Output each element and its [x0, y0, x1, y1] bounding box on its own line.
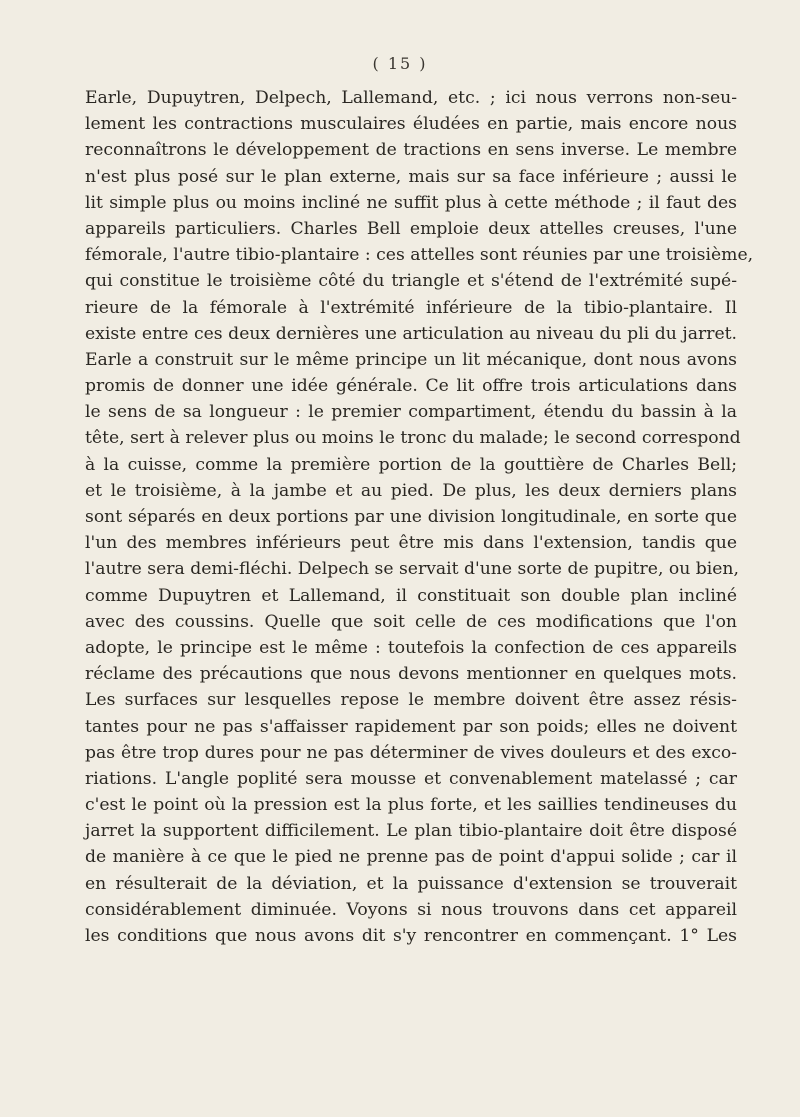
text-line: qui constitue le troisième côté du triangle et s'étend de l'extrémité supé- — [85, 271, 737, 292]
text-line: n'est plus posé sur le plan externe, mais sur sa face inférieure ; aussi le — [85, 166, 737, 187]
text-line: riations. L'angle poplité sera mousse et convenablement matelassé ; car — [85, 768, 737, 789]
text-line: avec des coussins. Quelle que soit celle de ces modifications que l'on — [85, 611, 737, 632]
text-line: réclame des précautions que nous devons mentionner en quelques mots. — [85, 664, 737, 685]
text-line: tête, sert à relever plus ou moins le tronc du malade; le second correspond — [85, 428, 741, 449]
text-line: reconnaîtrons le développement de tractions en sens inverse. Le membre — [85, 140, 737, 161]
text-line: considérablement diminuée. Voyons si nous trouvons dans cet appareil — [85, 899, 737, 920]
text-line: c'est le point où la pression est la plus forte, et les saillies tendineuses du — [85, 795, 737, 816]
text-line: le sens de sa longueur : le premier compartiment, étendu du bassin à la — [85, 402, 737, 423]
text-line: à la cuisse, comme la première portion de la gouttière de Charles Bell; — [85, 454, 737, 475]
text-line: adopte, le principe est le même : toutefois la confection de ces appareils — [85, 637, 737, 658]
text-line: lit simple plus ou moins incliné ne suffit plus à cette méthode ; il faut des — [85, 192, 737, 213]
text-line: sont séparés en deux portions par une division longitudinale, en sorte que — [85, 507, 737, 527]
body-text — [85, 85, 754, 949]
text-line: pas être trop dures pour ne pas déterminer de vives douleurs et des exco- — [85, 742, 737, 763]
text-line: Earle, Dupuytren, Delpech, Lallemand, etc. ; ici nous verrons non-seu- — [85, 88, 737, 108]
text-line: les conditions que nous avons dit s'y rencontrer en commençant. 1° Les — [85, 926, 737, 946]
text-line: fémorale, l'autre tibio-plantaire : ces attelles sont réunies par une troisième, — [85, 245, 754, 266]
text-line: comme Dupuytren et Lallemand, il constituait son double plan incliné — [85, 585, 737, 606]
text-line: appareils particuliers. Charles Bell emploie deux attelles creuses, l'une — [85, 218, 737, 239]
text-line: Les surfaces sur lesquelles repose le membre doivent être assez résis- — [85, 690, 737, 711]
text-line: jarret la supportent difficilement. Le plan tibio-plantaire doit être disposé — [85, 821, 737, 842]
text-line: lement les contractions musculaires éludées en partie, mais encore nous — [85, 114, 737, 135]
text-line: en résulterait de la déviation, et la puissance d'extension se trouverait — [85, 873, 737, 894]
text-line: existe entre ces deux dernières une articulation au niveau du pli du jarret. — [85, 323, 737, 344]
text-line: tantes pour ne pas s'affaisser rapidement par son poids; elles ne doivent — [85, 716, 737, 737]
text-line: l'un des membres inférieurs peut être mis dans l'extension, tandis que — [85, 533, 737, 554]
text-line: promis de donner une idée générale. Ce lit offre trois articulations dans — [85, 376, 737, 397]
text-line: l'autre sera demi-fléchi. Delpech se servait d'une sorte de pupitre, ou bien, — [85, 559, 739, 580]
text-line: rieure de la fémorale à l'extrémité inférieure de la tibio-plantaire. Il — [85, 297, 737, 318]
text-line: de manière à ce que le pied ne prenne pas de point d'appui solide ; car il — [85, 847, 737, 868]
page-number: ( 15 ) — [372, 54, 428, 73]
text-line: Earle a construit sur le même principe un lit mécanique, dont nous avons — [85, 349, 737, 370]
text-line: et le troisième, à la jambe et au pied. De plus, les deux derniers plans — [85, 480, 737, 501]
